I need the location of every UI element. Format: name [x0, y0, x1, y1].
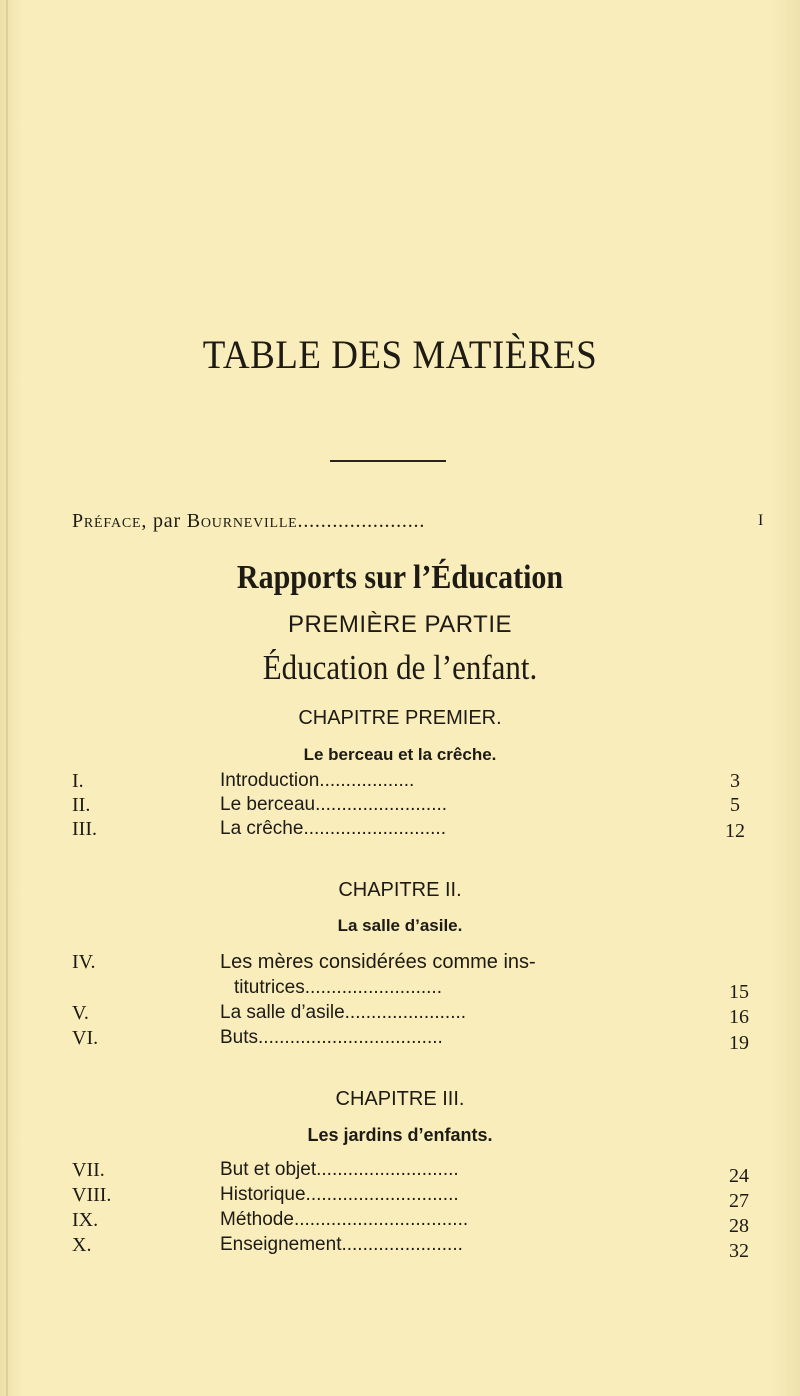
preface-by: par — [152, 510, 181, 532]
preface-line — [72, 510, 425, 533]
entry-number: II. — [72, 794, 91, 816]
title-rule — [330, 460, 446, 462]
entry-title: Le berceau......................... — [220, 794, 448, 815]
entry-page: 24 — [729, 1165, 749, 1187]
page-title: TABLE DES MATIÈRES — [202, 333, 598, 378]
entry-title: Historique............................. — [220, 1184, 459, 1205]
part-title: PREMIÈRE PARTIE — [288, 611, 512, 638]
part-subtitle: Éducation de l’enfant. — [262, 647, 538, 688]
entry-number: V. — [72, 1002, 89, 1024]
entry-number: IV. — [72, 951, 96, 973]
entry-title: Enseignement....................... — [220, 1234, 463, 1255]
entry-number: III. — [72, 818, 97, 840]
entry-title: Méthode................................. — [220, 1209, 469, 1230]
preface-leader: ...................... — [297, 510, 426, 532]
entry-title: But et objet........................... — [220, 1159, 459, 1180]
entry-page: 27 — [729, 1190, 749, 1212]
entry-title: La crêche........................... — [220, 818, 446, 839]
entry-page: 19 — [729, 1032, 749, 1054]
chapter-3-heading: CHAPITRE III. — [335, 1088, 465, 1110]
chapter-2-subheading: La salle d’asile. — [337, 916, 463, 935]
entry-number: I. — [72, 770, 84, 792]
entry-title: La salle d’asile....................... — [220, 1002, 467, 1023]
chapter-3-subheading: Les jardins d’enfants. — [307, 1125, 493, 1145]
entry-number: VII. — [72, 1159, 105, 1181]
entry-number: VIII. — [72, 1184, 112, 1206]
entry-page: 32 — [729, 1240, 749, 1262]
chapter-1-heading: CHAPITRE PREMIER. — [298, 707, 502, 729]
entry-number: X. — [72, 1234, 92, 1256]
section-title: Rapports sur l’Éducation — [236, 558, 564, 596]
entry-title: Buts................................... — [220, 1027, 443, 1048]
entry-page: 5 — [730, 794, 740, 816]
entry-title: Les mères considérées comme ins- — [220, 951, 536, 973]
entry-page: 28 — [729, 1215, 749, 1237]
page-edge — [6, 0, 8, 1396]
preface-author: Bourneville — [186, 510, 298, 532]
chapter-1-subheading: Le berceau et la crêche. — [303, 745, 497, 764]
preface-page: I — [758, 512, 764, 529]
entry-page: 16 — [729, 1006, 749, 1028]
chapter-2-heading: CHAPITRE II. — [338, 879, 462, 901]
entry-title: Introduction.................. — [220, 770, 415, 791]
entry-page: 12 — [725, 820, 745, 842]
entry-page: 15 — [729, 981, 749, 1003]
entry-number: VI. — [72, 1027, 99, 1049]
entry-title-continued: titutrices.......................... — [234, 977, 442, 998]
preface-label: Préface, — [72, 510, 148, 532]
entry-page: 3 — [730, 770, 740, 792]
entry-number: IX. — [72, 1209, 99, 1231]
